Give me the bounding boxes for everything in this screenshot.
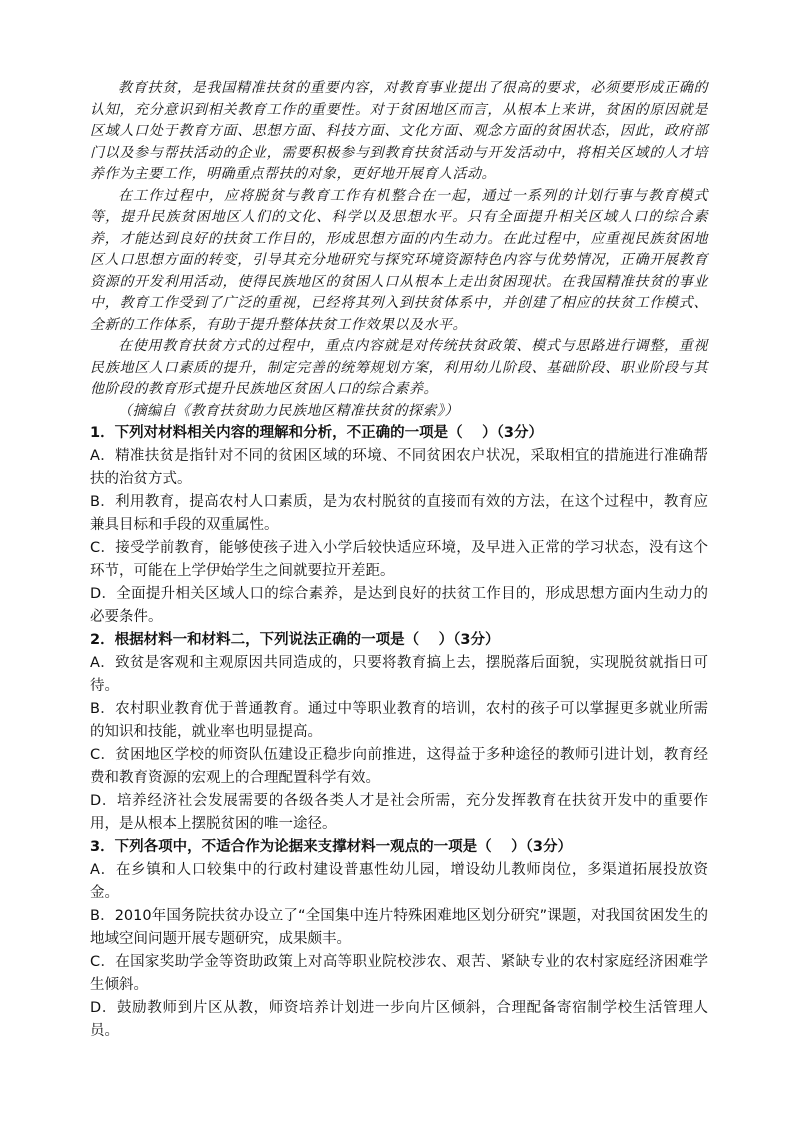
question-3 [90,836,708,1043]
passage-paragraph-2: 在工作过程中，应将脱贫与教育工作有机整合在一起，通过一系列的计划行事与教育模式等，提升民族贫困地区人们的文化、科学以及思想水平。只有全面提升相关区域人口的综合素养，才能达到良好的扶贫工作目的，形成思想方面的内生动力。在此过程中，应重视民族贫困地区人口思想方面的转变，引导其充分地研究与探究环境资源特色内容与优势情况，正确开展教育资源的开发利用活动，使得民族地区的贫困人口从根本上走出贫困现状。在我国精准扶贫的事业中，教育工作受到了广泛的重视，已经将其列入到扶贫体系中，并创建了相应的扶贫工作模式、全新的工作体系，有助于提升整体扶贫工作效果以及水平。 [90,187,708,333]
option-d: D．培养经济社会发展需要的各级各类人才是社会所需，充分发挥教育在扶贫开发中的重要作用，是从根本上摆脱贫困的唯一途径。 [90,793,708,832]
question-1 [90,422,708,629]
question-2 [90,629,708,836]
option-d: D．鼓励教师到片区从教，师资培养计划进一步向片区倾斜，合理配备寄宿制学校生活管理人员。 [90,1000,708,1039]
passage-paragraph-3: 在使用教育扶贫方式的过程中，重点内容就是对传统扶贫政策、模式与思路进行调整，重视民族地区人口素质的提升，制定完善的统筹规划方案，利用幼儿阶段、基础阶段、职业阶段与其他阶段的教育形式提升民族地区贫困人口的综合素养。 [90,338,708,397]
question-stem: 2．根据材料一和材料二，下列说法正确的一项是（ ）（3分） [90,632,500,648]
passage-paragraph-1: 教育扶贫，是我国精准扶贫的重要内容，对教育事业提出了很高的要求，必须要形成正确的认知，充分意识到相关教育工作的重要性。对于贫困地区而言，从根本上来讲，贫困的原因就是区域人口处于教育方面、思想方面、科技方面、文化方面、观念方面的贫困状态，因此，政府部门以及参与帮扶活动的企业，需要积极参与到教育扶贫活动与开发活动中，将相关区域的人才培养作为主要工作，明确重点帮扶的对象，更好地开展育人活动。 [90,80,708,182]
passage-source: （摘编自《教育扶贫助力民族地区精准扶贫的探索》） [118,402,459,419]
option-d: D．全面提升相关区域人口的综合素养，是达到良好的扶贫工作目的，形成思想方面内生动力的必要条件。 [90,586,708,625]
document-page [90,78,708,1043]
question-stem: 1．下列对材料相关内容的理解和分析，不正确的一项是（ ）（3分） [90,425,543,441]
option-a: A．在乡镇和人口较集中的行政村建设普惠性幼儿园，增设幼儿教师岗位，多渠道拓展投放资金。 [90,862,708,901]
question-stem: 3．下列各项中，不适合作为论据来支撑材料一观点的一项是（ ）（3分） [90,839,572,855]
option-b: B．2010年国务院扶贫办设立了“全国集中连片特殊困难地区划分研究”课题，对我国贫困发生的地域空间问题开展专题研究，成果颇丰。 [90,908,708,947]
option-c: C．在国家奖助学金等资助政策上对高等职业院校涉农、艰苦、紧缺专业的农村家庭经济困难学生倾斜。 [90,954,708,993]
option-b: B．利用教育，提高农村人口素质，是为农村脱贫的直接而有效的方法，在这个过程中，教育应兼具目标和手段的双重属性。 [90,494,708,533]
option-b: B．农村职业教育优于普通教育。通过中等职业教育的培训，农村的孩子可以掌握更多就业所需的知识和技能，就业率也明显提高。 [90,701,708,740]
option-c: C．接受学前教育，能够使孩子进入小学后较快适应环境，及早进入正常的学习状态，没有这个环节，可能在上学伊始学生之间就要拉开差距。 [90,540,708,579]
option-c: C．贫困地区学校的师资队伍建设正稳步向前推进，这得益于多种途径的教师引进计划，教育经费和教育资源的宏观上的合理配置科学有效。 [90,747,708,786]
reading-passage [90,78,708,422]
option-a: A．致贫是客观和主观原因共同造成的，只要将教育搞上去，摆脱落后面貌，实现脱贫就指日可待。 [90,655,708,694]
option-a: A．精准扶贫是指针对不同的贫困区域的环境、不同贫困农户状况，采取相宜的措施进行准确帮扶的治贫方式。 [90,448,708,487]
